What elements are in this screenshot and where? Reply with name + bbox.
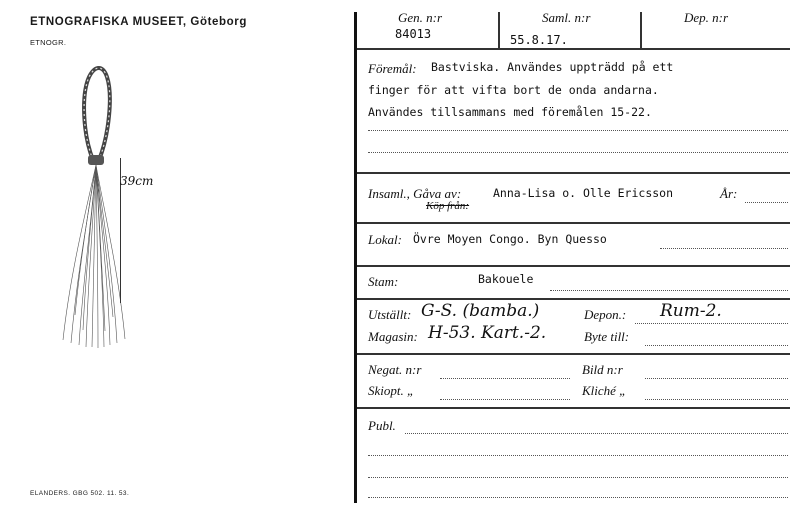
row-divider xyxy=(357,298,790,300)
row-divider xyxy=(357,407,790,409)
row-divider xyxy=(357,48,790,50)
dotted-line xyxy=(368,497,788,498)
number-divider xyxy=(640,12,642,48)
exhibited-value: G-S. (bamba.) xyxy=(421,301,540,321)
locality-label: Lokal: xyxy=(368,232,402,247)
dotted-line xyxy=(368,152,788,153)
storage-value: H-53. Kart.-2. xyxy=(428,323,547,343)
dotted-line xyxy=(645,378,788,379)
museum-name: ETNOGRAFISKA MUSEET, Göteborg xyxy=(30,16,247,28)
picture-label: Bild n:r xyxy=(582,362,623,377)
exhibited-label: Utställt: xyxy=(368,307,412,322)
deposited-value: Rum-2. xyxy=(660,301,722,321)
year-label: År: xyxy=(720,186,738,201)
dotted-line xyxy=(635,323,788,324)
dotted-line xyxy=(405,433,788,434)
dotted-line xyxy=(745,202,788,203)
dep-number-label: Dep. n:r xyxy=(684,10,729,25)
card-divider xyxy=(354,12,357,503)
printer-imprint: ELANDERS. GBG 502. 11. 53. xyxy=(30,490,130,497)
dotted-line xyxy=(440,378,570,379)
cliche-label: Kliché „ xyxy=(582,383,627,398)
object-label: Föremål: xyxy=(368,61,417,76)
saml-number-value: 55.8.17. xyxy=(510,33,568,47)
tribe-label: Stam: xyxy=(368,274,399,289)
exchange-label: Byte till: xyxy=(584,329,630,344)
object-desc-line3: Användes tillsammans med föremålen 15-22. xyxy=(368,105,652,119)
dotted-line xyxy=(368,477,788,478)
dotted-line xyxy=(645,345,788,346)
slide-label: Skiopt. „ xyxy=(368,383,415,398)
storage-label: Magasin: xyxy=(368,329,418,344)
dotted-line xyxy=(645,399,788,400)
collected-by-label: Insaml., Gåva av: xyxy=(368,186,462,201)
number-divider xyxy=(498,12,500,48)
deposited-label: Depon.: xyxy=(584,307,627,322)
object-desc-line2: finger för att vifta bort de onda andarna. xyxy=(368,83,659,97)
object-desc-line1: Bastviska. Användes uppträdd på ett xyxy=(431,60,674,74)
dotted-line xyxy=(550,290,788,291)
negative-label: Negat. n:r xyxy=(368,362,422,377)
locality-value: Övre Moyen Congo. Byn Quesso xyxy=(413,232,607,246)
department-label: ETNOGR. xyxy=(30,38,67,47)
row-divider xyxy=(357,172,790,174)
row-divider xyxy=(357,353,790,355)
dotted-line xyxy=(368,455,788,456)
collected-by-value: Anna-Lisa o. Olle Ericsson xyxy=(493,186,674,200)
bast-whisk-drawing xyxy=(55,55,135,355)
publication-label: Publ. xyxy=(368,418,396,433)
gen-number-label: Gen. n:r xyxy=(398,10,443,25)
dotted-line xyxy=(660,248,788,249)
saml-number-label: Saml. n:r xyxy=(542,10,591,25)
dotted-line xyxy=(440,399,570,400)
dotted-line xyxy=(368,130,788,131)
purchase-label: Köp från: xyxy=(426,200,470,212)
gen-number-value: 84013 xyxy=(395,27,432,41)
tribe-value: Bakouele xyxy=(478,272,534,286)
row-divider xyxy=(357,222,790,224)
row-divider xyxy=(357,265,790,267)
measure-label: 39cm xyxy=(120,174,154,188)
